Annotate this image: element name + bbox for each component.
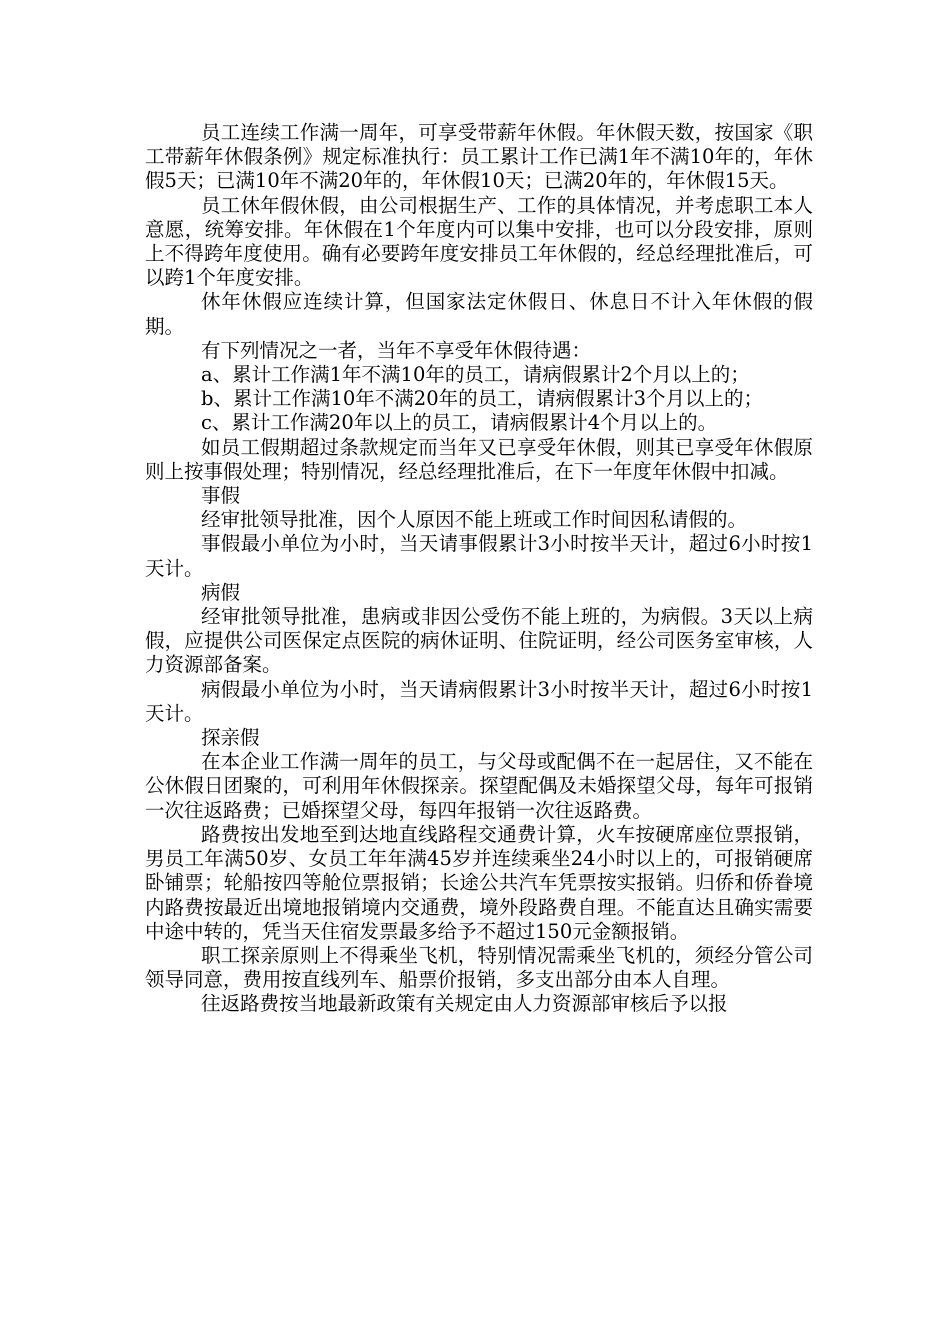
paragraph-flight-rule: 职工探亲原则上不得乘坐飞机，特别情况需乘坐飞机的，须经分管公司领导同意，费用按直线列车、船票价报销，多支出部分由本人自理。 (145, 943, 813, 992)
paragraph-exclusion-c: c、累计工作满20年以上的员工，请病假累计4个月以上的。 (201, 411, 718, 435)
paragraph-personal-leave-definition: 经审批领导批准，因个人原因不能上班或工作时间因私请假的。 (201, 508, 748, 532)
paragraph-home-leave-eligibility: 在本企业工作满一周年的员工，与父母或配偶不在一起居住，又不能在公休假日团聚的，可利用年休假探亲。探望配偶及未婚探望父母，每年可报销一次往返路费；已婚探望父母，每四年报销一次往返路费。 (145, 750, 813, 822)
paragraph-personal-leave-unit: 事假最小单位为小时，当天请事假累计3小时按半天计，超过6小时按1天计。 (145, 532, 813, 580)
paragraph-exclusion-a: a、累计工作满1年不满10年的员工，请病假累计2个月以上的； (201, 363, 750, 387)
paragraph-annual-leave-calculation: 休年休假应连续计算，但国家法定休假日、休息日不计入年休假的假期。 (145, 290, 813, 338)
paragraph-annual-leave-days: 员工连续工作满一周年，可享受带薪年休假。年休假天数，按国家《职工带薪年休假条例》规定标准执行：员工累计工作已满1年不满10年的，年休假5天；已满10年不满20年的，年休假10天；已满20年的，年休假15天。 (145, 121, 813, 193)
paragraph-exclusion-intro: 有下列情况之一者，当年不享受年休假待遇： (201, 338, 592, 362)
paragraph-sick-leave-definition: 经审批领导批准，患病或非因公受伤不能上班的，为病假。3天以上病假，应提供公司医保定点医院的病休证明、住院证明，经公司医务室审核，人力资源部备案。 (145, 605, 813, 677)
paragraph-round-trip-expense: 往返路费按当地最新政策有关规定由人力资源部审核后予以报 (201, 992, 728, 1016)
paragraph-travel-expense: 路费按出发地至到达地直线路程交通费计算，火车按硬席座位票报销，男员工年满50岁、女员工年年满45岁并连续乘坐24小时以上的，可报销硬席卧铺票；轮船按四等舱位票报销；长途公共汽车凭票按实报销。归侨和侨眷境内路费按最近出境地报销境内交通费，境外段路费自理。不能直达且确实需要中途中转的，凭当天住宿发票最多给予不超过150元金额报销。 (145, 822, 813, 943)
heading-personal-leave: 事假 (201, 484, 241, 508)
heading-sick-leave: 病假 (201, 580, 241, 604)
paragraph-annual-leave-arrangement: 员工休年假休假，由公司根据生产、工作的具体情况，并考虑职工本人意愿，统筹安排。年休假在1个年度内可以集中安排，也可以分段安排，原则上不得跨年度使用。确有必要跨年度安排员工年休假的，经总经理批准后，可以跨1个年度安排。 (145, 193, 813, 290)
paragraph-exclusion-b: b、累计工作满10年不满20年的员工，请病假累计3个月以上的； (201, 387, 764, 411)
paragraph-excess-leave: 如员工假期超过条款规定而当年又已享受年休假，则其已享受年休假原则上按事假处理；特别情况，经总经理批准后，在下一年度年休假中扣减。 (145, 435, 813, 483)
paragraph-sick-leave-unit: 病假最小单位为小时，当天请病假累计3小时按半天计，超过6小时按1天计。 (145, 677, 813, 725)
heading-home-leave: 探亲假 (201, 726, 260, 750)
document-body (145, 121, 813, 1017)
